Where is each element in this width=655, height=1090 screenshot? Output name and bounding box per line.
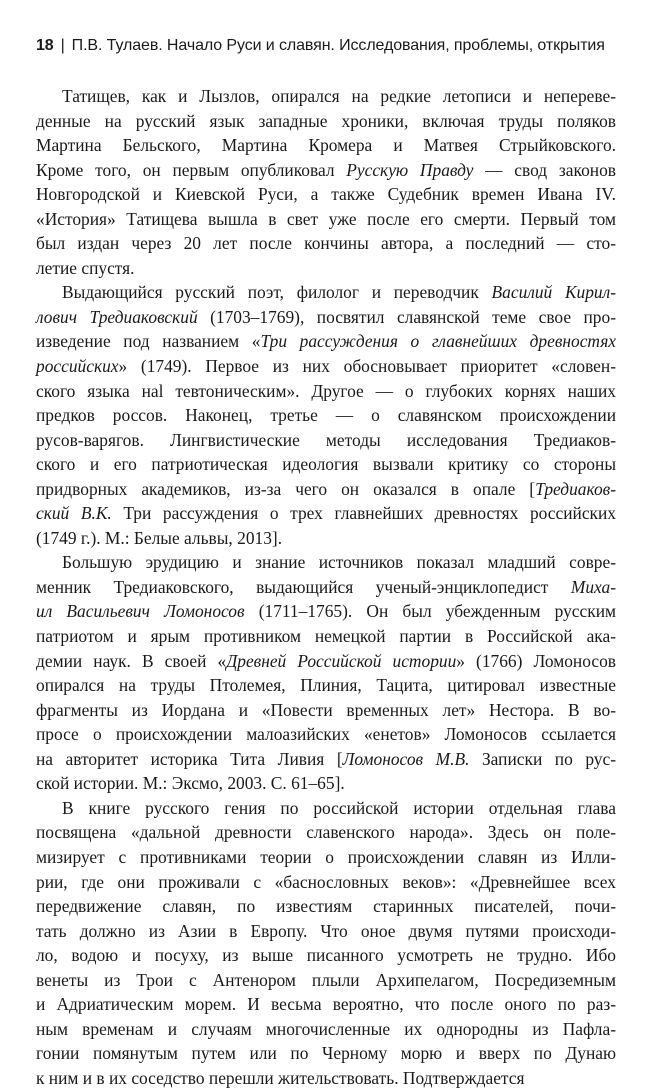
text-run: Мартина Бельского, Мартина Кромера и Матвея Стрыйковского. [36, 135, 616, 156]
italic-text: Три рассуждения о главнейших древностях [260, 331, 616, 352]
text-run: передвижение славян, по известиям старинных писателей, почи- [36, 896, 616, 917]
text-run: тать должно из Азии в Европу. Что оное двумя путями происходи- [36, 920, 616, 941]
text-run: к ним и в их соседство перешли жительствовать. Подтверждается [36, 1067, 525, 1088]
text-line [36, 870, 616, 895]
text-line [36, 624, 616, 649]
header-separator: | [60, 37, 65, 54]
text-run: летие спустя. [36, 257, 135, 278]
text-line [36, 329, 616, 354]
text-line [36, 379, 616, 404]
page-body [36, 84, 616, 1090]
text-run: изведение под названием « [36, 331, 261, 352]
paragraph [36, 84, 616, 280]
text-line [36, 575, 616, 600]
text-line [36, 1041, 616, 1066]
text-run: Три рассуждения о трех главнейших древностях российских [111, 503, 616, 524]
text-line [36, 526, 616, 551]
text-run: Выдающийся русский поэт, филолог и переводчик [62, 282, 492, 303]
running-title: П.В. Тулаев. Начало Руси и славян. Исследования, проблемы, открытия [71, 37, 605, 54]
text-run: (1749 г.). М.: Белые альвы, 2013]. [36, 527, 283, 548]
text-run: гонии помянутым путем или по Черному морю и вверх по Дунаю [36, 1043, 616, 1064]
text-run: просе о происхождении малоазийских «енетов» Ломоносов ссылается [36, 724, 616, 745]
text-run: венеты из Трои с Антенором плыли Архипелагом, Посредиземным [36, 969, 616, 990]
text-line [36, 698, 616, 723]
text-line [36, 477, 616, 502]
italic-text: Тредиаков- [535, 478, 616, 499]
text-line [36, 109, 616, 134]
italic-text: ский В.К. [36, 503, 112, 524]
text-run: Татищев, как и Лызлов, опирался на редкие летописи и непереве- [62, 86, 616, 106]
italic-text: ил Васильевич Ломоносов [36, 601, 245, 622]
text-line [36, 894, 616, 919]
italic-text: Ломоносов М.В. [342, 748, 470, 769]
text-run: русов-варягов. Лингвистические методы исследования Тредиаков- [36, 429, 616, 450]
text-line [36, 158, 616, 183]
text-run: патриотом и ярым противником немецкой партии в Российской ака- [36, 626, 616, 647]
text-run: демии наук. В своей « [36, 650, 227, 671]
text-run: рии, где они проживали с «баснословных веков»: «Древнейшее всех [36, 871, 616, 892]
paragraph [36, 796, 616, 1090]
italic-text: лович Тредиаковский [36, 306, 198, 327]
text-run: ло, водою и посуху, из выше писанного усмотреть не трудно. Ибо [36, 945, 616, 966]
text-run: денные на русский язык западные хроники, включая труды поляков [36, 110, 616, 131]
text-line [36, 133, 616, 158]
text-run: ным временам и случаям многочисленные их однородны из Пафла- [36, 1018, 616, 1039]
text-line [36, 968, 616, 993]
text-line [36, 747, 616, 772]
text-line [36, 992, 616, 1017]
text-line [36, 1066, 616, 1090]
text-run: посвящена «дальной древности славенского народа». Здесь он поле- [36, 822, 616, 843]
page-number: 18 [36, 37, 54, 54]
italic-text: российских [36, 356, 119, 377]
italic-text: Древней Российской истории [226, 650, 457, 671]
italic-text: Русскую Правду [346, 159, 474, 180]
text-run: менник Тредиаковского, выдающийся ученый-энциклопедист [36, 576, 571, 597]
text-line [36, 1017, 616, 1042]
text-run: (1703–1769), посвятил славянской теме свое про- [197, 306, 616, 327]
text-run: (1711–1765). Он был убежденным русским [244, 601, 617, 622]
text-line [36, 599, 616, 624]
text-run: придворных академиков, из-за чего он оказался в опале [ [36, 478, 536, 499]
text-run: на авторитет историка Тита Ливия [ [36, 748, 343, 769]
text-run: — свод законов [473, 159, 616, 180]
text-run: Большую эрудицию и знание источников показал младший совре- [62, 552, 616, 573]
text-line [36, 796, 616, 821]
text-run: мизирует с противниками теории о происхождении славян из Илли- [36, 846, 616, 867]
italic-text: Миха- [570, 576, 616, 597]
text-line [36, 722, 616, 747]
text-run: ской истории. М.: Эксмо, 2003. С. 61–65]. [36, 773, 345, 794]
text-line [36, 943, 616, 968]
paragraph [36, 280, 616, 550]
text-line [36, 84, 616, 109]
text-run: «История» Татищева вышла в свет уже после его смерти. Первый том [36, 208, 616, 229]
text-line [36, 501, 616, 526]
text-run: и Адриатическим морем. И весьма вероятно, что после оного по раз- [36, 994, 616, 1015]
text-line [36, 845, 616, 870]
text-line [36, 820, 616, 845]
text-line [36, 428, 616, 453]
italic-text: Василий Кирил- [491, 282, 616, 303]
text-line [36, 354, 616, 379]
running-header [36, 36, 615, 56]
text-run: фрагменты из Иордана и «Повести временных лет» Нестора. В во- [36, 699, 616, 720]
text-run: » (1766) Ломоносов [456, 650, 616, 671]
text-line [36, 207, 616, 232]
text-line [36, 280, 616, 305]
text-line [36, 673, 616, 698]
text-line [36, 231, 616, 256]
text-line [36, 771, 616, 796]
text-run: предков россов. Наконец, третье — о славянском происхождении [36, 405, 616, 426]
text-run: ского языка наl тевтоническим». Другое — о глубоких корнях наших [36, 380, 616, 401]
text-run: » (1749). Первое из них обосновывает приоритет «словен- [118, 356, 616, 377]
text-run: Кроме того, он первым опубликовал [36, 159, 347, 180]
text-run: В книге русского гения по российской истории отдельная глава [62, 797, 616, 818]
text-line [36, 919, 616, 944]
text-run: ского и его патриотическая идеология вызвали критику со стороны [36, 454, 616, 475]
text-line [36, 550, 616, 575]
text-run: Новгородской и Киевской Руси, а также Судебник времен Ивана IV. [36, 184, 616, 205]
paragraph [36, 550, 616, 795]
text-line [36, 256, 616, 281]
text-line [36, 305, 616, 330]
text-line [36, 182, 616, 207]
text-line [36, 452, 616, 477]
text-line [36, 403, 616, 428]
text-line [36, 649, 616, 674]
text-run: был издан через 20 лет после кончины автора, а последний — сто- [36, 233, 616, 254]
text-run: Записки по рус- [469, 748, 616, 769]
text-run: опирался на труды Птолемея, Плиния, Тацита, цитировал известные [36, 675, 616, 696]
